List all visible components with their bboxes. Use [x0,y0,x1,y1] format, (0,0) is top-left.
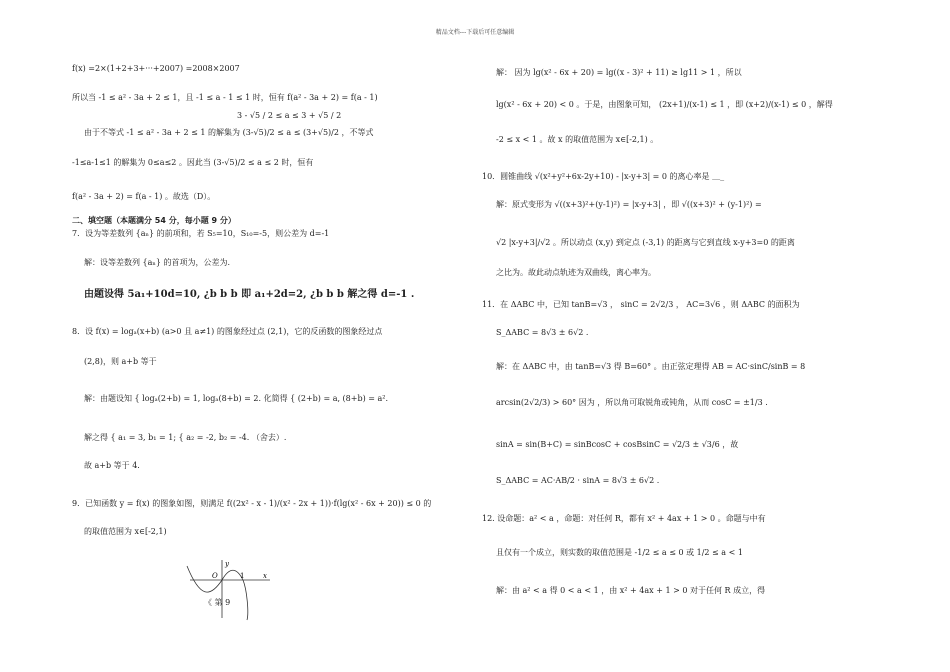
answer-line: sinA = sin(B+C) = sinBcosC + cosBsinC = √2/3 ± √3/6 ，故 [496,440,739,449]
answer-line: √2 |x-y+3|/√2 。所以动点 (x,y) 到定点 (-3,1) 的距离与它到直线 x-y+3=0 的距离 [496,238,795,247]
figure-caption: 《 第 9 [204,598,231,607]
answer-line: S_ΔABC = AC·AB/2 · sinA = 8√3 ± 6√2 . [496,476,660,485]
answer-line: 且仅有一个成立，则实数的取值范围是 -1/2 ≤ a ≤ 0 或 1/2 ≤ a < 1 [496,548,743,557]
y-axis-label: y [225,560,229,568]
answer-line: 解之得 { a₁ = 3, b₁ = 1; { a₂ = -2, b₂ = -4. （舍去）. [84,433,287,442]
text-line: 由于不等式 -1 ≤ a² - 3a + 2 ≤ 1 的解集为 (3-√5)/2 ≤ a ≤ (3+√5)/2 ，不等式 [84,128,374,137]
answer-line: 解：由 a² < a 得 0 < a < 1 ，由 x² + 4ax + 1 > 0 对于任何 R 成立，得 [496,586,766,595]
text-line: 3 - √5 / 2 ≤ a ≤ 3 + √5 / 2 [237,111,342,120]
answer-line: -2 ≤ x < 1 。故 x 的取值范围为 x∈[-2,1) 。 [496,135,659,144]
text-line: f(a² - 3a + 2) = f(a - 1) 。故选（D）。 [72,192,216,201]
question-9: 9．已知函数 y = f(x) 的图象如图，则满足 f((2x² - x - 1)/(x² - 2x + 1))·f(lg(x² - 6x + 20)) ≤ 0 的 [72,499,432,508]
question-7: 7．设为等差数列 {aₙ} 的前项和，若 S₅=10，S₁₀=-5，则公差为 d=-1 [72,229,330,238]
section-heading: 二、填空题（本题满分 54 分，每小题 9 分） [72,216,236,225]
answer-line: 的取值范围为 x∈[-2,1) [84,527,167,536]
answer-line: 解：设等差数列 {aₙ} 的首项为，公差为. [84,258,231,267]
origin-label: O [212,572,218,580]
page-header: 精品文档---下载后可任意编辑 [435,29,515,36]
answer-line: arcsin(2√2/3) > 60° 因为 ，所以角可取锐角或钝角，从而 cosC = ±1/3 . [496,398,768,407]
answer-line: 解： 因为 lg(x² - 6x + 20) = lg((x - 3)² + 11) ≥ lg11 > 1 ，所以 [496,68,742,77]
answer-line: 由题设得 5a₁+10d=10, ¿b b b 即 a₁+2d=2, ¿b b b 解之得 d=-1 . [84,289,415,300]
text-line: f(x) =2×(1+2+3+···+2007) =2008×2007 [72,64,240,73]
text-line: (2,8)，则 a+b 等于 [84,357,157,366]
answer-line: 解：由题设知 { logₐ(2+b) = 1, logₐ(8+b) = 2. 化简得 { (2+b) = a, (8+b) = a². [84,394,389,403]
question-12: 12. 设命题：a² < a ，命题：对任何 R，都有 x² + 4ax + 1 > 0 。命题与中有 [482,514,766,523]
one-label: 1 [240,572,245,580]
answer-line: 之比为。故此动点轨迹为双曲线，离心率为。 [496,268,656,277]
answer-line: lg(x² - 6x + 20) < 0 。于是，由图象可知， (2x+1)/(x-1) ≤ 1 ，即 (x+2)/(x-1) ≤ 0 ，解得 [496,100,833,109]
answer-line: S_ΔABC = 8√3 ± 6√2 . [496,328,589,337]
question-10: 10．圆锥曲线 √(x²+y²+6x-2y+10) - |x-y+3| = 0 的离心率是 ＿_ [482,172,725,181]
question-8: 8．设 f(x) = logₐ(x+b) (a>0 且 a≠1) 的图象经过点 (2,1)，它的反函数的图象经过点 [72,327,383,336]
text-line: -1≤a-1≤1 的解集为 0≤a≤2 。因此当 (3-√5)/2 ≤ a ≤ 2 时，恒有 [72,158,314,167]
answer-line: 故 a+b 等于 4. [84,461,140,470]
x-axis-label: x [263,572,267,580]
answer-line: 解：在 ΔABC 中，由 tanB=√3 得 B=60° 。由正弦定理得 AB = AC·sinC/sinB = 8 [496,362,806,371]
text-line: 所以当 -1 ≤ a² - 3a + 2 ≤ 1，且 -1 ≤ a - 1 ≤ 1 时，恒有 f(a² - 3a + 2) = f(a - 1) [72,93,378,102]
question-11: 11．在 ΔABC 中，已知 tanB=√3 ， sinC = 2√2/3 ， AC=3√6 ，则 ΔABC 的面积为 [482,300,800,309]
answer-line: 解：原式变形为 √((x+3)²+(y-1)²) = |x-y+3| ，即 √((x+3)² + (y-1)²) = [496,200,762,209]
function-graph-figure [185,558,275,623]
